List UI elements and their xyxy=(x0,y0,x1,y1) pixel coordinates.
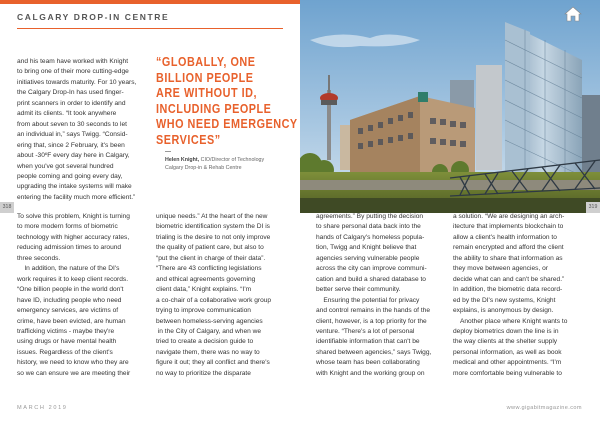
pull-quote xyxy=(156,55,298,149)
text-line: In addition, the nature of the DI's xyxy=(17,265,120,273)
quote-author-org: Calgary Drop-in & Rehab Centre xyxy=(165,165,242,171)
text-line: “One billion people in the world don't xyxy=(17,286,124,294)
header-rule xyxy=(17,28,283,29)
text-line: between homeless-serving agencies xyxy=(156,317,263,325)
text-line: tried to create a decision guide to xyxy=(156,338,254,346)
text-line: a solution. “We are designing an arch- xyxy=(453,213,565,220)
text-line: and control remains in the hands of the xyxy=(316,307,430,315)
text-line: using drugs or have mental health xyxy=(17,338,117,346)
text-line: when you've got several hundred xyxy=(17,162,114,170)
quote-attribution xyxy=(165,156,305,172)
text-line: figure it out; they all conflict and there's xyxy=(156,359,270,367)
page-number-left: 318 xyxy=(0,202,14,213)
text-line: Another place where Knight wants to xyxy=(453,317,568,325)
text-line: itecture that implements blockchain to xyxy=(453,223,564,231)
text-line: to bring one of their more cutting-edge xyxy=(17,68,129,76)
text-line: and ethical agreements governing xyxy=(156,275,256,283)
text-line: identifiable information that can't be xyxy=(316,338,420,346)
column-1 xyxy=(17,212,152,379)
text-line: biometric identification system the DI is xyxy=(156,223,270,231)
text-line: cation and build a shared database to xyxy=(316,275,426,283)
text-line: so we can ensure we are meeting their xyxy=(17,369,131,377)
text-line: history, we need to know who they are xyxy=(17,359,129,367)
text-line: print scanners in order to identify and xyxy=(17,99,126,107)
header-accent xyxy=(0,0,300,4)
text-line: three seconds. xyxy=(17,254,61,262)
text-line: no way to prioritize the disparate xyxy=(156,369,251,377)
pull-quote-line: “GLOBALLY, ONE xyxy=(156,55,256,69)
text-line: to more modern forms of biometric xyxy=(17,223,118,231)
text-line: agreements.” By putting the decision xyxy=(316,213,424,220)
pull-quote-line: BILLION PEOPLE xyxy=(156,70,254,85)
skyline-illustration xyxy=(300,0,600,213)
text-line: “There are 43 conflicting legislations xyxy=(156,265,262,273)
text-line: they move between agencies, or xyxy=(453,265,548,273)
text-line: client, however, is a top priority for the xyxy=(316,317,427,325)
text-line: In addition, the biometric data record- xyxy=(453,286,563,294)
text-line: in the City of Calgary, and when we xyxy=(156,327,262,335)
text-line: decide what can and can't be shared.” xyxy=(453,275,565,283)
text-line: from about seven to 30 seconds to let xyxy=(17,120,127,128)
quote-divider xyxy=(165,151,171,152)
text-line: to share personal data back into the xyxy=(316,223,421,231)
text-line: medical and other appointments. “I'm xyxy=(453,359,562,367)
quote-author: Helen Knight, xyxy=(165,157,200,163)
footer-website[interactable]: www.gigabitmagazine.com xyxy=(506,405,582,411)
text-line: admit its clients. “It took anywhere xyxy=(17,110,117,118)
text-line: whose team has been collaborating xyxy=(316,359,420,367)
text-line: remain encrypted and afford the client xyxy=(453,244,564,252)
text-line: the Calgary Drop-In has used finger- xyxy=(17,89,124,97)
column-top-left xyxy=(17,57,147,203)
footer-issue-date: MARCH 2019 xyxy=(17,405,68,411)
home-icon[interactable] xyxy=(564,6,582,22)
section-title: CALGARY DROP-IN CENTRE xyxy=(17,12,170,22)
text-line: a co-chair of a collaborative work group xyxy=(156,296,272,304)
text-line: trying to improve communication xyxy=(156,307,251,315)
text-line: the ability to share that information as xyxy=(453,254,563,262)
text-line: agencies serving vulnerable people xyxy=(316,254,420,262)
text-line: ering that, since 2 February, it's been xyxy=(17,141,125,149)
text-line: hands of Calgary's homeless popula- xyxy=(316,233,425,241)
text-line: upgrading the intake systems will make xyxy=(17,183,132,191)
text-line: trafficking victims - maybe they're xyxy=(17,327,115,335)
text-line: initiatives towards maturity. For 10 years, xyxy=(17,78,137,86)
text-line: Ensuring the potential for privacy xyxy=(316,296,420,304)
text-line: with Knight and the working group on xyxy=(316,369,425,377)
page-number-right: 319 xyxy=(586,202,600,213)
text-line: personal information, as well as book xyxy=(453,348,562,356)
text-line: emergency services, are victims of xyxy=(17,307,119,315)
pull-quote-line: ARE WITHOUT ID, xyxy=(156,86,257,101)
text-line: the quality of patient care, but also to xyxy=(156,244,264,252)
pull-quote-line: WHO NEED EMERGENCY xyxy=(156,117,298,132)
quote-author-role: CIO/Director of Technology xyxy=(199,157,265,163)
column-4 xyxy=(453,212,585,379)
header-bar xyxy=(0,0,300,33)
text-line: explains, is anonymous by design. xyxy=(453,307,554,315)
text-line: allow a client's health information to xyxy=(453,233,557,241)
text-line: have ID, including people who need xyxy=(17,296,122,304)
calgary-skyline-photo xyxy=(300,0,600,213)
text-line: shared between agencies,” says Twigg, xyxy=(316,348,432,356)
text-line: venture. “There's a lot of personal xyxy=(316,327,415,335)
text-line: better serve their community. xyxy=(316,286,401,294)
text-line: technology with higher accuracy rates, xyxy=(17,233,130,241)
text-line: trialing is the desire to not only improve xyxy=(156,233,271,241)
text-line: unique needs.” At the heart of the new xyxy=(156,213,268,220)
column-2 xyxy=(156,212,291,379)
text-line: deploy biometrics down the line is in xyxy=(453,327,559,335)
pull-quote-line: INCLUDING PEOPLE xyxy=(156,101,272,116)
text-line: “put the client in charge of their data”. xyxy=(156,254,266,262)
text-line: entering the facility much more efficient.” xyxy=(17,193,136,201)
text-line: To solve this problem, Knight is turning xyxy=(17,213,130,220)
text-line: people coming and going every day, xyxy=(17,172,123,180)
text-line: ed by the DI's new systems, Knight xyxy=(453,296,556,304)
text-line: reducing admission times to around xyxy=(17,244,122,252)
text-line: about -30ºF every day here in Calgary, xyxy=(17,152,130,160)
text-line: the way clients at the shelter supply xyxy=(453,338,558,346)
pull-quote-text xyxy=(156,55,298,149)
text-line: more comfortable being vulnerable to xyxy=(453,369,562,377)
text-line: crime, have been evicted, are human xyxy=(17,317,126,325)
text-line: an individual in,” says Twigg. “Consid- xyxy=(17,131,128,139)
text-line: across the city can improve communi- xyxy=(316,265,427,273)
text-line: tion, Twigg and Knight believe that xyxy=(316,244,417,252)
column-3 xyxy=(316,212,451,379)
text-line: issues. Regardless of the client's xyxy=(17,348,113,356)
text-line: and his team have worked with Knight xyxy=(17,58,129,65)
text-line: work requires it to keep client records. xyxy=(17,275,129,283)
pull-quote-line: SERVICES” xyxy=(156,132,221,147)
text-line: navigate them, there was no way to xyxy=(156,348,260,356)
text-line: client data,” Knight explains. “I'm xyxy=(156,286,252,294)
